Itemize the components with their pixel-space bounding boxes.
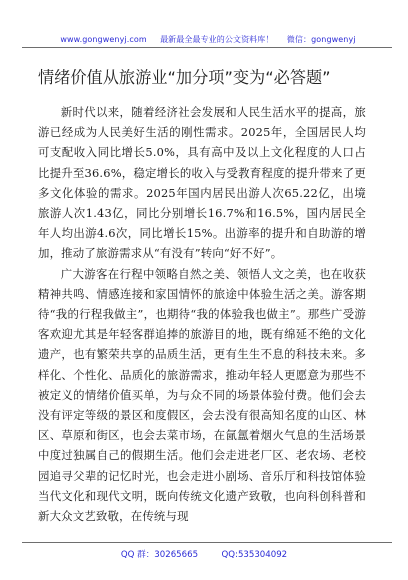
header-website-link[interactable]: www.gongwenyj.com [60, 35, 147, 44]
header-divider [22, 47, 392, 48]
document-body [38, 102, 366, 526]
page-footer [0, 534, 408, 564]
body-paragraph-1: 新时代以来，随着经济社会发展和人民生活水平的提高，旅游已经成为人民美好生活的刚性需求。2025年，全国居民人均可支配收入同比增长5.0%，具有高中及以上文化程度的人口占比提升至36.6%，稳定增长的收入与受教育程度的提升带来了更多文化体验的需求。2025年国内居民出游人次65.22亿，出境旅游人次1.43亿，同比分别增长16.7%和16.5%，国内居民全年人均出游4.6次，同比增长15%。出游率的提升和自助游的增加，推动了旅游需求从“有没有”转向“好不好”。 [38, 105, 366, 261]
header-wechat: 微信：gongwenyj [286, 35, 356, 44]
header-slogan: 最新最全最专业的公文资料库！ [160, 35, 274, 44]
page-header [0, 0, 408, 52]
document-title: 情绪价值从旅游业“加分项”变为“必答题” [38, 68, 331, 87]
footer-qq-group: QQ 群：30265665 [120, 550, 199, 560]
header-info-line [22, 34, 394, 45]
footer-contact-line [0, 548, 408, 560]
footer-divider [22, 542, 392, 543]
body-paragraph-2: 广大游客在行程中领略自然之美、领悟人文之美，也在收获精神共鸣、情感连接和家国情怀的旅途中体验生活之美。游客期待“我的行程我做主”，也期待“我的体验我也做主”。那些广受游客欢迎尤其是年轻客群追捧的旅游目的地，既有绵延不绝的文化遗产，也有繁荣共享的品质生活，更有生生不息的科技未来。多样化、个性化、品质化的旅游需求，推动年轻人更愿意为那些不被定义的情绪价值买单，为与众不同的场景体验付费。他们会去没有评定等级的景区和度假区，会去没有很高知名度的山区、林区、草原和街区，也会去菜市场，在氤氲着烟火气息的生活场景中度过独属自己的假期生活。他们会走进老厂区、老农场、老校园追寻父辈的记忆时光，也会走进小剧场、音乐厅和科技馆体验当代文化和现代文明，既向传统文化遗产致敬，也向科创科普和新大众文艺致敬，在传统与现 [38, 266, 366, 524]
footer-qq: QQ:535304092 [221, 550, 288, 560]
